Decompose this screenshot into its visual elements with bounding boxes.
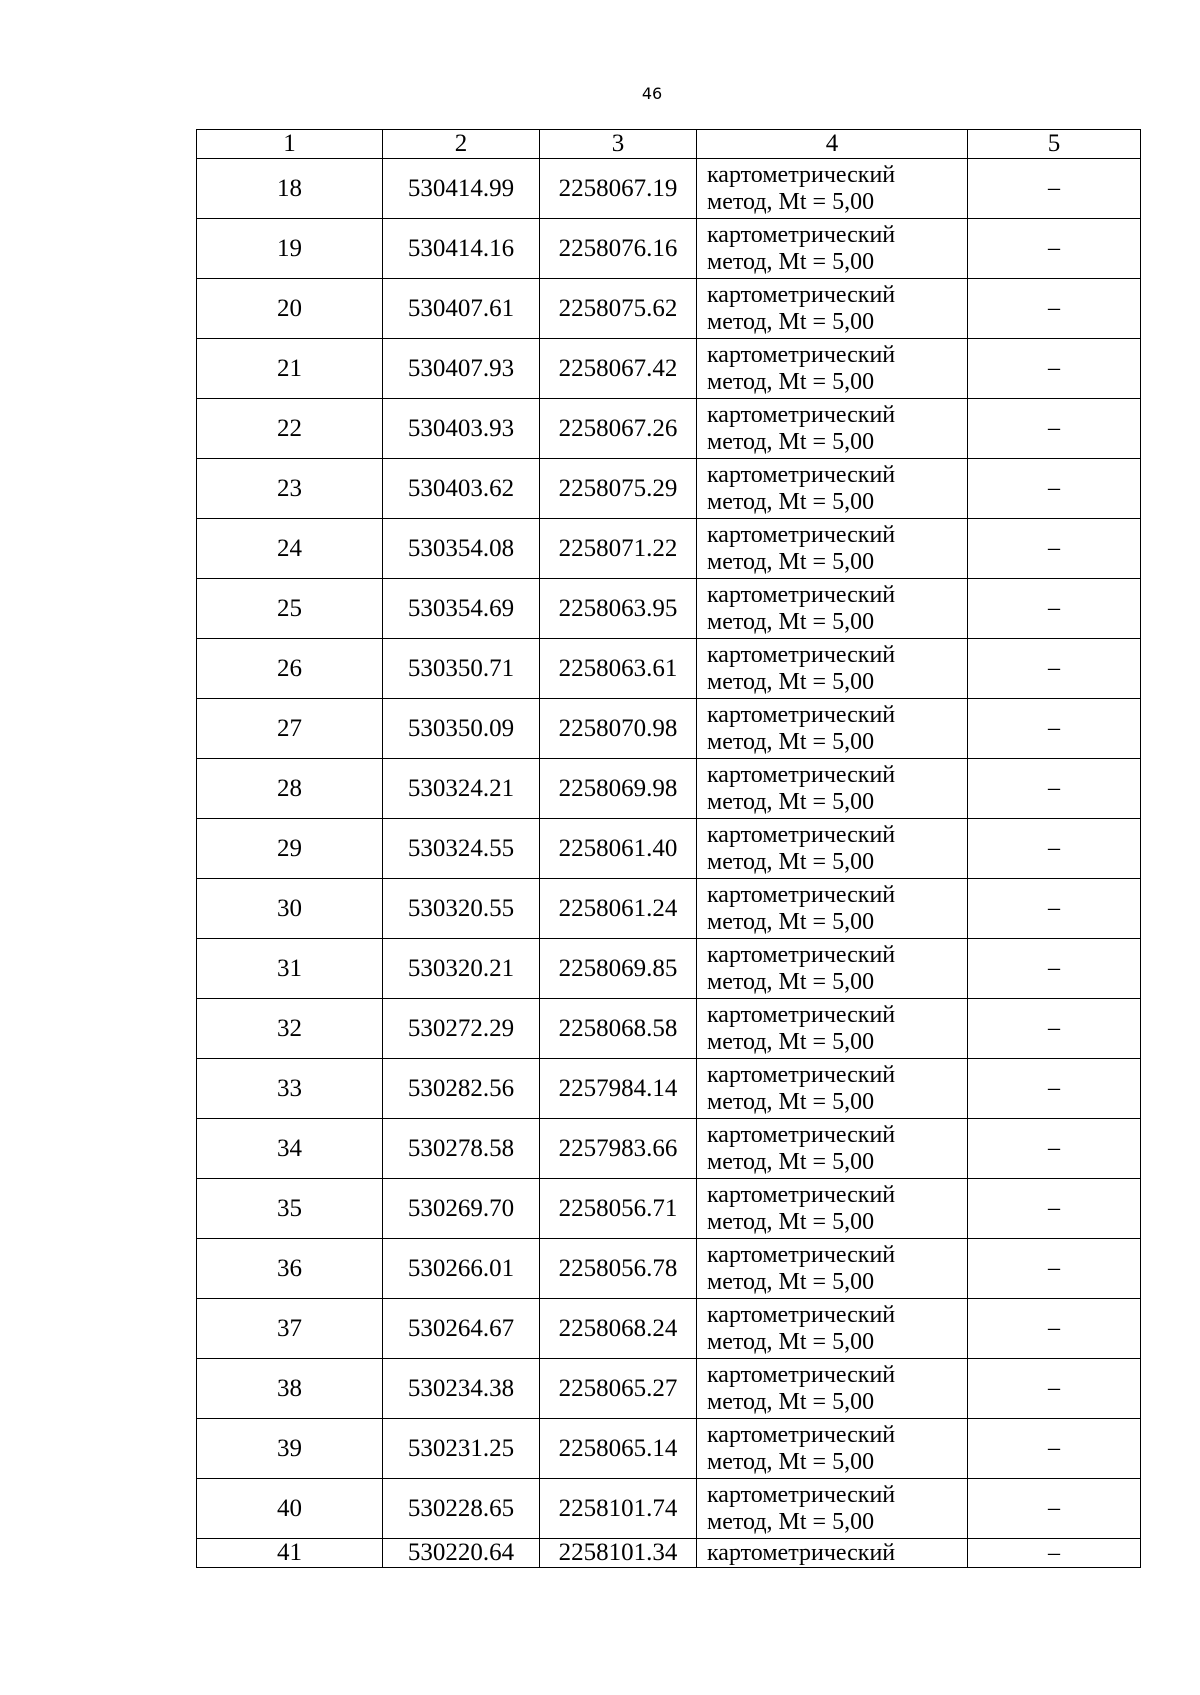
method-line-2: метод, Mt = 5,00 — [707, 1268, 875, 1295]
point-number: 22 — [197, 399, 383, 459]
coordinate-x: 530350.71 — [383, 639, 540, 699]
method-line-1: картометрический — [707, 1241, 896, 1268]
method-cell — [697, 339, 968, 399]
method-line-2: метод, Mt = 5,00 — [707, 1508, 875, 1535]
coordinate-y: 2258101.74 — [540, 1479, 697, 1539]
table-header — [197, 130, 1141, 159]
coordinate-y: 2258069.85 — [540, 939, 697, 999]
point-number: 39 — [197, 1419, 383, 1479]
method-cell — [697, 1179, 968, 1239]
point-number: 34 — [197, 1119, 383, 1179]
description-cell: – — [968, 579, 1141, 639]
table-row — [197, 1179, 1141, 1239]
point-number: 29 — [197, 819, 383, 879]
method-line-2: метод, Mt = 5,00 — [707, 548, 875, 575]
description-cell: – — [968, 219, 1141, 279]
method-line-1: картометрический — [707, 821, 896, 848]
table-row — [197, 1059, 1141, 1119]
method-line-1: картометрический — [707, 1001, 896, 1028]
coordinate-y: 2258076.16 — [540, 219, 697, 279]
method-line-1: картометрический — [707, 1301, 896, 1328]
description-cell: – — [968, 339, 1141, 399]
method-line-1: картометрический — [707, 1181, 896, 1208]
point-number: 37 — [197, 1299, 383, 1359]
table-row — [197, 819, 1141, 879]
description-cell: – — [968, 999, 1141, 1059]
coordinate-x: 530320.21 — [383, 939, 540, 999]
table-row — [197, 1239, 1141, 1299]
point-number: 23 — [197, 459, 383, 519]
coordinate-x: 530320.55 — [383, 879, 540, 939]
description-cell: – — [968, 639, 1141, 699]
method-cell — [697, 399, 968, 459]
method-cell — [697, 759, 968, 819]
description-cell: – — [968, 459, 1141, 519]
method-line-1: картометрический — [707, 881, 896, 908]
method-cell — [697, 1119, 968, 1179]
method-line-1: картометрический — [707, 341, 896, 368]
point-number: 38 — [197, 1359, 383, 1419]
method-line-2: метод, Mt = 5,00 — [707, 488, 875, 515]
column-header-5: 5 — [968, 130, 1141, 159]
table-row — [197, 1479, 1141, 1539]
method-cell — [697, 579, 968, 639]
description-cell: – — [968, 399, 1141, 459]
description-cell: – — [968, 1419, 1141, 1479]
coordinate-x: 530324.55 — [383, 819, 540, 879]
method-line-2: метод, Mt = 5,00 — [707, 608, 875, 635]
description-cell: – — [968, 519, 1141, 579]
table-row — [197, 339, 1141, 399]
coordinate-x: 530407.61 — [383, 279, 540, 339]
point-number: 21 — [197, 339, 383, 399]
point-number: 36 — [197, 1239, 383, 1299]
table-row — [197, 159, 1141, 219]
coordinate-y: 2258063.61 — [540, 639, 697, 699]
method-line-2: метод, Mt = 5,00 — [707, 668, 875, 695]
method-line-2: метод, Mt = 5,00 — [707, 968, 875, 995]
method-line-1: картометрический — [707, 1481, 896, 1508]
coordinate-y: 2258070.98 — [540, 699, 697, 759]
method-line-1: картометрический — [707, 701, 896, 728]
coordinate-y: 2258067.26 — [540, 399, 697, 459]
coordinate-x: 530278.58 — [383, 1119, 540, 1179]
method-cell — [697, 1359, 968, 1419]
point-number: 25 — [197, 579, 383, 639]
coordinate-y: 2257983.66 — [540, 1119, 697, 1179]
method-line-2: метод, Mt = 5,00 — [707, 1328, 875, 1355]
column-header-4: 4 — [697, 130, 968, 159]
coordinate-x: 530269.70 — [383, 1179, 540, 1239]
point-number: 32 — [197, 999, 383, 1059]
coordinates-table — [196, 129, 1141, 1568]
point-number: 24 — [197, 519, 383, 579]
coordinate-y: 2258071.22 — [540, 519, 697, 579]
coordinate-y: 2258069.98 — [540, 759, 697, 819]
point-number: 18 — [197, 159, 383, 219]
table-row — [197, 759, 1141, 819]
method-line-2: метод, Mt = 5,00 — [707, 1148, 875, 1175]
method-line-1: картометрический — [707, 281, 896, 308]
column-header-3: 3 — [540, 130, 697, 159]
description-cell: – — [968, 279, 1141, 339]
method-line-1: картометрический — [707, 401, 896, 428]
point-number: 27 — [197, 699, 383, 759]
point-number: 30 — [197, 879, 383, 939]
method-line-2: метод, Mt = 5,00 — [707, 728, 875, 755]
coordinate-x: 530324.21 — [383, 759, 540, 819]
method-line-1: картометрический — [707, 161, 896, 188]
table-row — [197, 939, 1141, 999]
coordinate-x: 530272.29 — [383, 999, 540, 1059]
description-cell: – — [968, 1059, 1141, 1119]
coordinate-x: 530414.16 — [383, 219, 540, 279]
method-line-1: картометрический — [707, 1121, 896, 1148]
method-line-2: метод, Mt = 5,00 — [707, 428, 875, 455]
method-line-1: картометрический — [707, 641, 896, 668]
description-cell: – — [968, 1179, 1141, 1239]
coordinate-y: 2258061.24 — [540, 879, 697, 939]
method-cell — [697, 1299, 968, 1359]
coordinate-y: 2258068.24 — [540, 1299, 697, 1359]
coordinate-y: 2258067.42 — [540, 339, 697, 399]
description-cell: – — [968, 1119, 1141, 1179]
coordinate-y: 2258075.29 — [540, 459, 697, 519]
description-cell: – — [968, 939, 1141, 999]
description-cell: – — [968, 1359, 1141, 1419]
table-row — [197, 519, 1141, 579]
page-number: 46 — [641, 84, 663, 103]
method-cell — [697, 279, 968, 339]
method-cell — [697, 459, 968, 519]
table-row — [197, 399, 1141, 459]
method-line-2: метод, Mt = 5,00 — [707, 368, 875, 395]
coordinate-x: 530403.62 — [383, 459, 540, 519]
description-cell: – — [968, 159, 1141, 219]
coordinate-x: 530350.09 — [383, 699, 540, 759]
description-cell: – — [968, 699, 1141, 759]
coordinate-y: 2258061.40 — [540, 819, 697, 879]
table-row — [197, 639, 1141, 699]
method-line-2: метод, Mt = 5,00 — [707, 1208, 875, 1235]
method-line-1: картометрический — [707, 1421, 896, 1448]
table-row — [197, 579, 1141, 639]
coordinate-x: 530354.69 — [383, 579, 540, 639]
method-line-2: метод, Mt = 5,00 — [707, 248, 875, 275]
method-line-1: картометрический — [707, 581, 896, 608]
coordinate-y: 2258067.19 — [540, 159, 697, 219]
method-cell — [697, 1539, 968, 1568]
coordinate-y: 2258056.78 — [540, 1239, 697, 1299]
description-cell: – — [968, 879, 1141, 939]
description-cell: – — [968, 819, 1141, 879]
coordinate-x: 530266.01 — [383, 1239, 540, 1299]
description-cell: – — [968, 1239, 1141, 1299]
table-row — [197, 1539, 1141, 1568]
method-line-2: метод, Mt = 5,00 — [707, 908, 875, 935]
table-row — [197, 279, 1141, 339]
point-number: 19 — [197, 219, 383, 279]
point-number: 28 — [197, 759, 383, 819]
description-cell: – — [968, 1299, 1141, 1359]
method-line-1: картометрический — [707, 761, 896, 788]
table-row — [197, 1299, 1141, 1359]
coordinate-x: 530228.65 — [383, 1479, 540, 1539]
method-cell — [697, 1479, 968, 1539]
method-line-2: метод, Mt = 5,00 — [707, 308, 875, 335]
column-header-2: 2 — [383, 130, 540, 159]
point-number: 20 — [197, 279, 383, 339]
method-cell — [697, 1239, 968, 1299]
method-line-2: метод, Mt = 5,00 — [707, 848, 875, 875]
table-row — [197, 1119, 1141, 1179]
coordinate-x: 530220.64 — [383, 1539, 540, 1568]
method-line-1: картометрический — [707, 461, 896, 488]
method-cell — [697, 639, 968, 699]
method-cell — [697, 819, 968, 879]
method-cell — [697, 519, 968, 579]
table-row — [197, 999, 1141, 1059]
coordinate-x: 530407.93 — [383, 339, 540, 399]
method-line-2: метод, Mt = 5,00 — [707, 1088, 875, 1115]
coordinate-x: 530231.25 — [383, 1419, 540, 1479]
method-line-1: картометрический — [707, 1540, 896, 1566]
point-number: 35 — [197, 1179, 383, 1239]
method-line-2: метод, Mt = 5,00 — [707, 1028, 875, 1055]
table-body — [197, 159, 1141, 1568]
table-row — [197, 1359, 1141, 1419]
coordinate-x: 530234.38 — [383, 1359, 540, 1419]
method-cell — [697, 879, 968, 939]
point-number: 33 — [197, 1059, 383, 1119]
method-line-2: метод, Mt = 5,00 — [707, 188, 875, 215]
point-number: 40 — [197, 1479, 383, 1539]
table-row — [197, 1419, 1141, 1479]
method-line-2: метод, Mt = 5,00 — [707, 1448, 875, 1475]
table-row — [197, 459, 1141, 519]
method-line-1: картометрический — [707, 941, 896, 968]
coordinate-y: 2257984.14 — [540, 1059, 697, 1119]
method-cell — [697, 999, 968, 1059]
coordinate-y: 2258063.95 — [540, 579, 697, 639]
coordinate-y: 2258101.34 — [540, 1539, 697, 1568]
coordinate-x: 530264.67 — [383, 1299, 540, 1359]
method-line-1: картометрический — [707, 521, 896, 548]
coordinate-x: 530403.93 — [383, 399, 540, 459]
description-cell: – — [968, 759, 1141, 819]
method-cell — [697, 1059, 968, 1119]
coordinate-x: 530414.99 — [383, 159, 540, 219]
method-line-2: метод, Mt = 5,00 — [707, 1388, 875, 1415]
coordinate-y: 2258065.27 — [540, 1359, 697, 1419]
method-cell — [697, 159, 968, 219]
coordinate-y: 2258075.62 — [540, 279, 697, 339]
coordinate-x: 530282.56 — [383, 1059, 540, 1119]
table-row — [197, 219, 1141, 279]
method-line-1: картометрический — [707, 221, 896, 248]
column-header-1: 1 — [197, 130, 383, 159]
method-cell — [697, 1419, 968, 1479]
method-cell — [697, 939, 968, 999]
coordinate-x: 530354.08 — [383, 519, 540, 579]
method-line-1: картометрический — [707, 1061, 896, 1088]
description-cell: – — [968, 1539, 1141, 1568]
method-line-2: метод, Mt = 5,00 — [707, 788, 875, 815]
point-number: 41 — [197, 1539, 383, 1568]
coordinate-y: 2258068.58 — [540, 999, 697, 1059]
method-cell — [697, 219, 968, 279]
method-line-1: картометрический — [707, 1361, 896, 1388]
point-number: 26 — [197, 639, 383, 699]
coordinate-y: 2258065.14 — [540, 1419, 697, 1479]
description-cell: – — [968, 1479, 1141, 1539]
method-cell — [697, 699, 968, 759]
point-number: 31 — [197, 939, 383, 999]
table-row — [197, 699, 1141, 759]
table-row — [197, 879, 1141, 939]
coordinate-y: 2258056.71 — [540, 1179, 697, 1239]
